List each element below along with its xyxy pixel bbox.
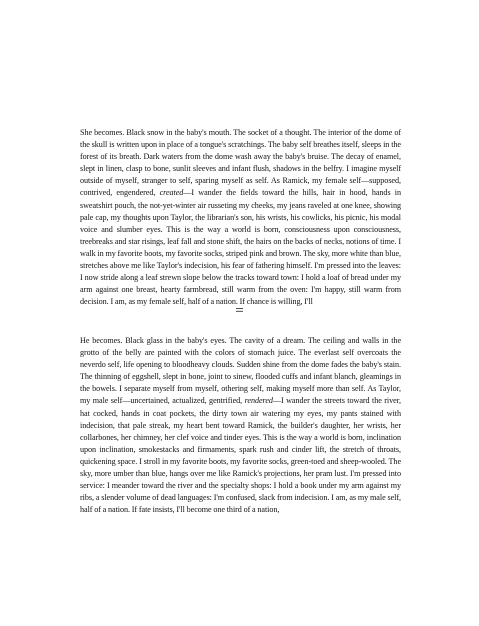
italic-word-rendered: rendered [244, 396, 273, 406]
paragraph-text: —I wander the fields toward the hills, hair in hood, hands in sweatshirt pouch, the not-yet-winter air russeting my cheeks, my jeans raveled at one knee, showing pale cap, my thoughts upon Taylor, the librarian's son, his wrists, his cowlicks, his picnic, his modal voice and slumber eyes. This is the way a world is born, consciousness upon consciousness, treebreaks and star risings, leaf fall and stone shift, the hairs on the backs of necks, notions of time. I walk in my favorite boots, my favorite socks, striped pink and brown. The sky, more white than blue, stretches above me like Taylor's indecision, his fear of fathering himself. I'm pressed into the leaves: I now stride along a leaf strewn slope below the tracks toward town: I hold a loaf of bread under my arm against one breast, hearty farmbread, still warm from the oven: I'm happy, still warm from decision. I am, as my female self, half of a nation. If chance is willing, I'll [80, 188, 402, 307]
italic-word-created: created [159, 188, 184, 198]
paragraph-text: —I wander the streets toward the river, hat cocked, hands in coat pockets, the dirty town air watering my eyes, my pants stained with indecision, that pale streak, my heart bent toward Ramick, the builder's daughter, her wrists, her collarbones, her chimney, her clef voice and tinder eyes. This is the way a world is born, inclination upon inclination, smokestacks and firmaments, spark rush and cinder lift, the stretch of throats, quickening space. I stroll in my favorite boots, my favorite socks, green-toed and sheep-wooled. The sky, more umber than blue, hangs over me like Ramick's projections, her pram lust. I'm pressed into service: I meander toward the river and the specialty shops: I hold a book under my arm against my ribs, a slender volume of dead languages: I'm confused, slack from indecision. I am, as my male self, half of a nation. If fate insists, I'll become one third of a nation, [80, 396, 401, 515]
section-divider: = [235, 303, 244, 319]
paragraph-she-becomes [80, 127, 401, 308]
paragraph-text: He becomes. Black glass in the baby's eyes. The cavity of a dream. The ceiling and walls in the grotto of the belly are painted with the colors of stomach juice. The everlast self overcoats the neverdo self, life opening to bloodheavy clouds. Sudden shine from the dome fades the baby's stain. The thinning of eggshell, slept in bone, joint to sinew, flooded cuffs and infant blanch, gleamings in the bowels. I separate myself from myself, othering self, making myself more than self. As Taylor, my male self—uncertained, actualized, gentrified, [80, 336, 401, 406]
paragraph-he-becomes [80, 335, 401, 516]
paragraph-text: She becomes. Black snow in the baby's mouth. The socket of a thought. The interior of the dome of the skull is written upon in place of a tongue's scratchings. The baby self breathes itself, sleeps in the forest of its breath. Dark waters from the dome wash away the baby's bruise. The decay of enamel, slept in linen, clasp to bone, sunlit sleeves and infant flush, shadows in the belfry. I imagine myself outside of myself, stranger to self, sparing myself as self. As Ramick, my female self—supposed, contrived, engendered, [80, 128, 401, 198]
